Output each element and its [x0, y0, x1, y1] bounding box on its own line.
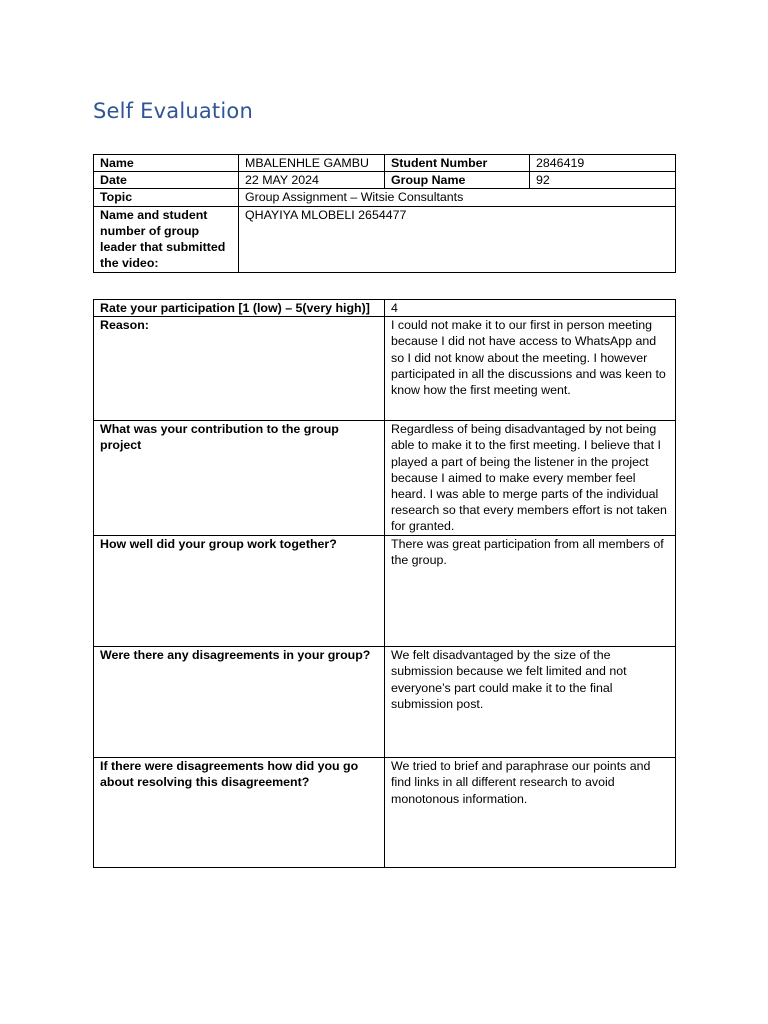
table-row [94, 189, 676, 206]
info-table [93, 154, 676, 273]
table-row [94, 206, 676, 272]
student-number-label: Student Number [385, 155, 530, 172]
question-cell: Were there any disagreements in your group? [94, 647, 385, 758]
table-row [94, 758, 676, 868]
rating-row [94, 300, 676, 317]
table-row [94, 647, 676, 758]
leader-value: QHAYIYA MLOBELI 2654477 [239, 206, 676, 272]
evaluation-table [93, 299, 676, 868]
student-number-value: 2846419 [530, 155, 676, 172]
rating-label: Rate your participation [1 (low) – 5(very high)] [94, 300, 385, 317]
table-row [94, 421, 676, 536]
table-row [94, 172, 676, 189]
name-value: MBALENHLE GAMBU [239, 155, 385, 172]
table-row [94, 155, 676, 172]
topic-label: Topic [94, 189, 239, 206]
name-label: Name [94, 155, 239, 172]
answer-cell: I could not make it to our first in person meeting because I did not have access to WhatsApp and so I did not know about the meeting. I however participated in all the discussions and was keen to know how the first meeting went. [385, 317, 676, 421]
answer-cell: We felt disadvantaged by the size of the submission because we felt limited and not everyone’s part could make it to the final submission post. [385, 647, 676, 758]
rating-value: 4 [385, 300, 676, 317]
leader-label: Name and student number of group leader that submitted the video: [94, 206, 239, 272]
group-name-label: Group Name [385, 172, 530, 189]
table-row [94, 536, 676, 647]
date-label: Date [94, 172, 239, 189]
question-cell: What was your contribution to the group project [94, 421, 385, 536]
group-name-value: 92 [530, 172, 676, 189]
question-cell: If there were disagreements how did you go about resolving this disagreement? [94, 758, 385, 868]
answer-cell: We tried to brief and paraphrase our points and find links in all different research to avoid monotonous information. [385, 758, 676, 868]
answer-cell: Regardless of being disadvantaged by not being able to make it to the first meeting. I believe that I played a part of being the listener in the project because I aimed to make every member feel heard. I was able to merge parts of the individual research so that every members effort is not taken for granted. [385, 421, 676, 536]
table-row [94, 317, 676, 421]
date-value: 22 MAY 2024 [239, 172, 385, 189]
question-cell: Reason: [94, 317, 385, 421]
page-title: Self Evaluation [93, 99, 253, 123]
question-cell: How well did your group work together? [94, 536, 385, 647]
answer-cell: There was great participation from all members of the group. [385, 536, 676, 647]
topic-value: Group Assignment – Witsie Consultants [239, 189, 676, 206]
